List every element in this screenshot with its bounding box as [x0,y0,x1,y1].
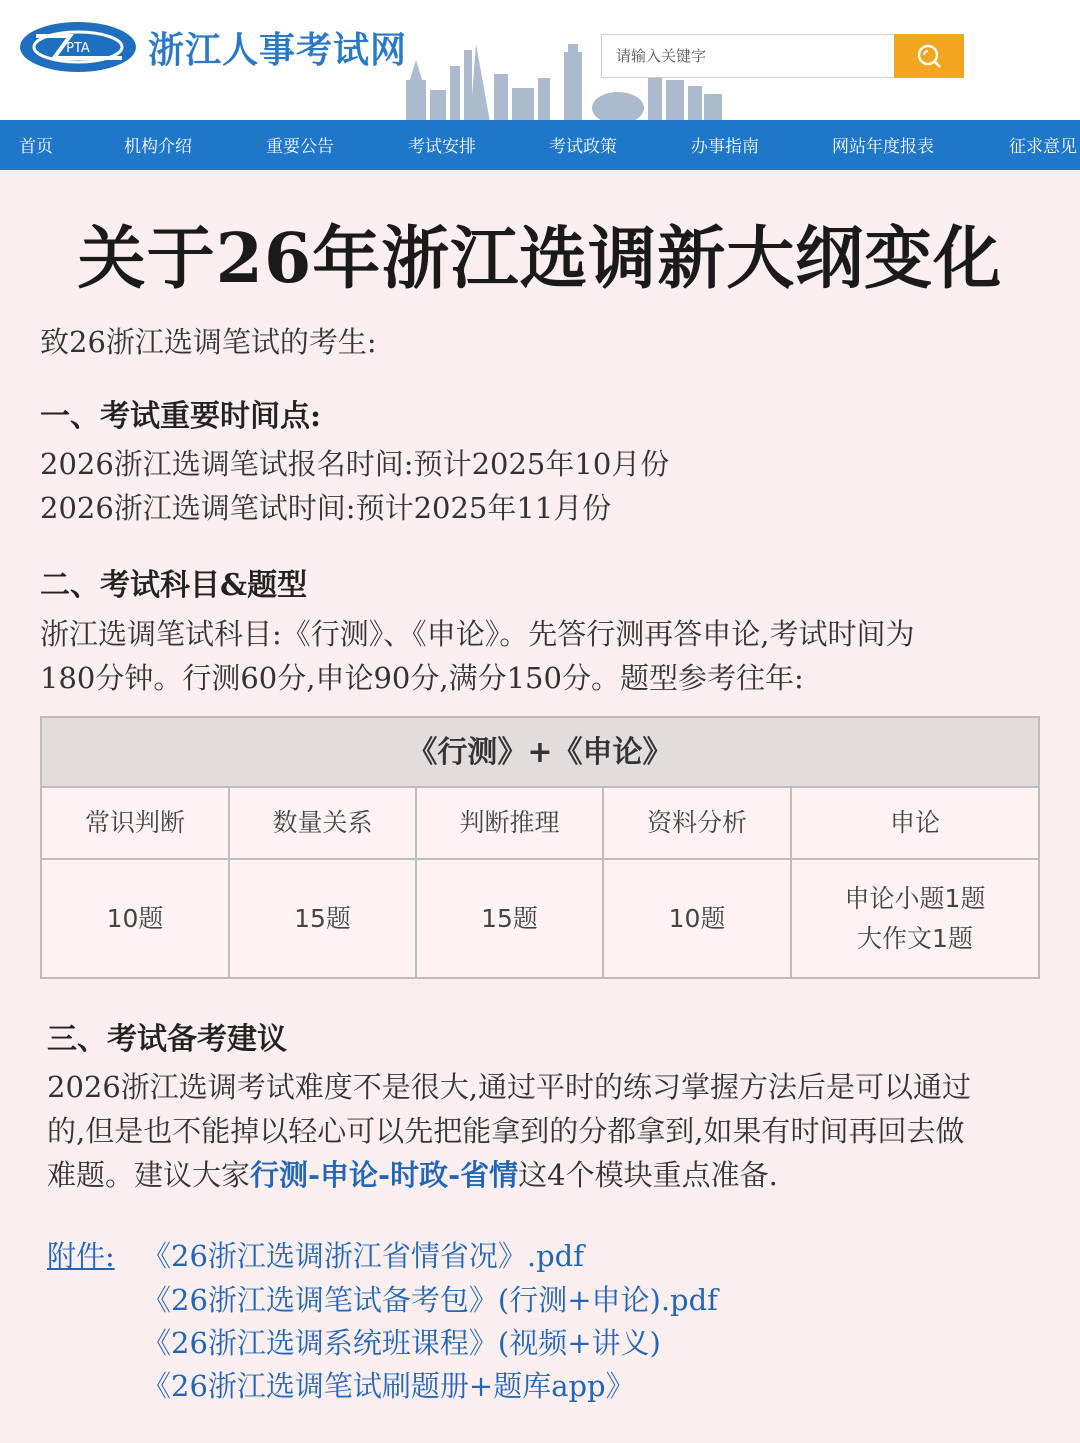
search-input[interactable] [601,34,895,78]
search-icon [916,43,942,69]
section-heading-advice: 三、考试备考建议 [47,1022,287,1057]
question-type-table [40,716,1040,979]
nav-item-about[interactable]: 机构介绍 [124,137,192,157]
attachment-link[interactable]: 《26浙江选调笔试刷题册+题库app》 [142,1369,635,1403]
subjects-line-2: 180分钟。行测60分,申论90分,满分150分。题型参考往年: [40,661,804,695]
nav-item-guide[interactable]: 办事指南 [691,137,759,157]
table-cell: 15题 [230,860,417,977]
table-header: 《行测》+《申论》 [42,718,1038,788]
timeline-exam: 2026浙江选调笔试时间:预计2025年11月份 [40,491,612,525]
table-column-header: 判断推理 [417,788,604,858]
site-name[interactable]: 浙江人事考试网 [148,30,408,71]
table-column-header: 资料分析 [604,788,792,858]
table-cell: 15题 [417,860,604,977]
timeline-registration: 2026浙江选调笔试报名时间:预计2025年10月份 [40,447,670,481]
module-highlight: 行测-申论-时政-省情 [250,1158,519,1192]
table-cell: 10题 [42,860,230,977]
main-nav [0,120,1080,170]
nav-item-announcements[interactable]: 重要公告 [266,137,334,157]
advice-line-2: 的,但是也不能掉以轻心可以先把能拿到的分都拿到,如果有时间再回去做 [47,1114,965,1148]
greeting: 致26浙江选调笔试的考生: [40,325,377,359]
table-cell-shenlun [792,860,1038,977]
advice-line-1: 2026浙江选调考试难度不是很大,通过平时的练习掌握方法后是可以通过 [47,1070,972,1104]
page-title: 关于26年浙江选调新大纲变化 [77,219,1003,299]
nav-item-exam-schedule[interactable]: 考试安排 [408,137,476,157]
attachments-label: 附件: [47,1239,115,1273]
section-heading-subjects: 二、考试科目&题型 [40,568,308,603]
table-column-header: 申论 [889,808,940,837]
nav-item-annual-report[interactable]: 网站年度报表 [832,137,934,157]
table-cell: 10题 [604,860,792,977]
shenlun-short-questions: 申论小题1题 [844,883,986,913]
section-heading-timeline: 一、考试重要时间点: [40,399,322,434]
attachment-link[interactable]: 《26浙江选调浙江省情省况》.pdf [142,1239,584,1273]
table-column-header: 常识判断 [42,788,230,858]
advice-line-3-prefix: 难题。建议大家 [47,1158,251,1192]
shenlun-essay: 大作文1题 [857,923,973,953]
search-button[interactable] [894,34,964,78]
table-column-header: 数量关系 [230,788,417,858]
logo-text: PTA [66,41,90,56]
attachment-link[interactable]: 《26浙江选调笔试备考包》(行测+申论).pdf [142,1283,718,1317]
site-header [0,0,1080,120]
advice-line-3 [47,1153,778,1194]
attachment-link[interactable]: 《26浙江选调系统班课程》(视频+讲义) [142,1326,661,1360]
pta-logo[interactable] [18,20,138,74]
nav-item-feedback[interactable]: 征求意见 [1009,137,1077,157]
nav-item-home[interactable]: 首页 [19,137,53,157]
advice-line-3-suffix: 这4个模块重点准备. [518,1158,778,1192]
subjects-line-1: 浙江选调笔试科目:《行测》、《申论》。先答行测再答申论,考试时间为 [40,617,915,651]
nav-item-exam-policy[interactable]: 考试政策 [549,137,617,157]
